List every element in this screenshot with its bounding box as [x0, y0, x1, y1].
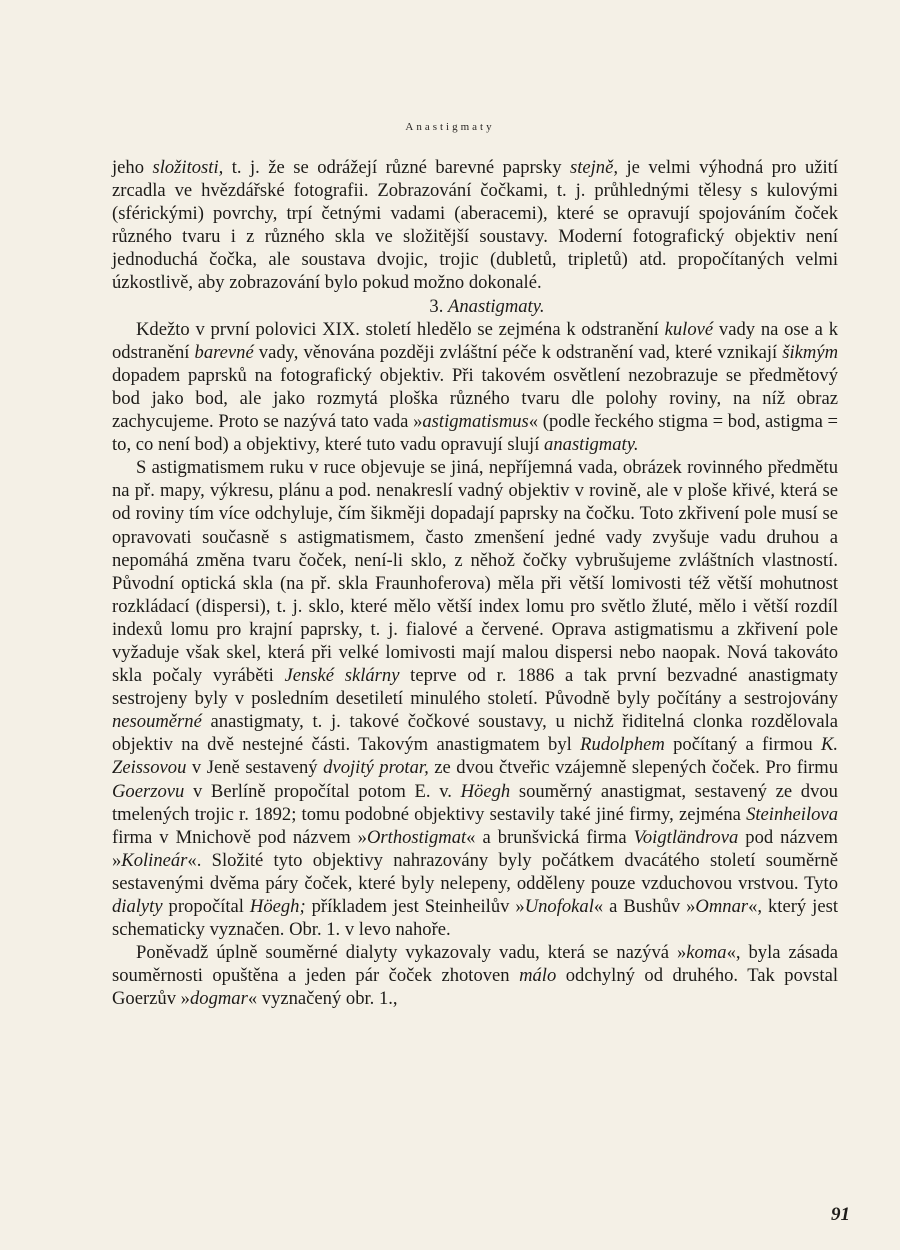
text-run: «, byla zásada souměrnosti opuštěna a jeden pár čoček zhotoven — [112, 942, 838, 987]
paragraph-1 — [112, 156, 838, 295]
italic-text-run: Höegh — [460, 780, 511, 802]
text-run: Poněvadž úplně souměrné dialyty vykazovaly vadu, která se nazývá » — [136, 942, 687, 964]
italic-text-run: Kolineár — [121, 849, 188, 871]
italic-text-run: Unofokal — [524, 896, 594, 917]
section-number: 3. — [429, 295, 444, 317]
paragraph-3 — [112, 456, 838, 941]
italic-text-run: šikmým — [782, 341, 839, 363]
text-run: vady, věnována později zvláštní péče k odstranění vad, které vznikají — [253, 341, 783, 363]
text-run: «, který jest schematicky vyznačen. Obr. 1. v levo nahoře. — [112, 896, 838, 941]
italic-text-run: málo — [519, 965, 557, 987]
italic-text-run: anastigmaty. — [544, 434, 639, 456]
text-run: pod názvem » — [112, 826, 838, 871]
italic-text-run: nesouměrné — [112, 711, 202, 733]
text-run: S astigmatismem ruku v ruce objevuje se jiná, nepříjemná vada, obrázek rovinného předmětu na př. mapy, výkresu, plánu a pod. nenakreslí vadný objektiv v rovině, ale v ploše křivé, která se od roviny tím více odchyluje, čím šikměji dopadají paprsky na čočku. Toto zkřivení pole musí se opravovati současně s astigmatismem, často zmenšení jedné vady zvyšuje vadu druhou a nepomáhá změna tvaru čoček, není-li sklo, z něhož čočky vybrušujeme zvláštních vlastností. Původní optická skla (na př. skla Fraunhoferova) měla při větší lomivosti též větší mohutnost rozkládací (dispersi), t. j. sklo, které mělo větší index lomu pro světlo žluté, mělo i větší rozdíl indexů lomu pro krajní paprsky, t. j. fialové a červené. Oprava astigmatismu a zkřivení pole vyžaduje však skel, která při velké lomivosti mají malou dispersi nebo naopak. Nová takováto skla počaly vyráběti — [112, 457, 838, 687]
running-head: Anastigmaty — [405, 121, 495, 133]
italic-text-run: Höegh; — [249, 896, 306, 917]
text-run: firma v Mnichově pod názvem » — [112, 826, 367, 848]
text-run: « a brunšvická firma — [466, 826, 634, 848]
italic-text-run: Voigtländrova — [633, 826, 739, 848]
text-run: teprve od r. 1886 a tak první bezvadné anastigmaty sestrojeny byly v posledním desetiletí minulého století. Původně byly počítány a sestrojovány — [112, 665, 838, 710]
italic-text-run: složitosti, — [152, 157, 224, 178]
text-run: anastigmaty, t. j. takové čočkové soustavy, u nichž řiditelná clonka rozdělovala objektiv na dvě nestejné části. Takovým anastigmatem byl — [112, 711, 838, 756]
text-run: t. j. že se odrážejí různé barevné paprsky — [223, 157, 570, 178]
text-run: propočítal — [162, 896, 250, 917]
text-run: ze dvou čtveřic vzájemně slepených čoček. Pro firmu — [428, 757, 839, 779]
paragraph-2 — [112, 318, 838, 457]
text-run: je velmi výhodná pro užití zrcadla ve hvězdářské fotografii. Zobrazování čočkami, t. j. průhlednými tělesy s kulovými (sférickými) povrchy, trpí četnými vadami (aberacemi), které se opravují spojováním čoček různého tvaru i z různého skla ve složitější soustavy. Moderní fotografický objektiv není jednoduchá čočka, ale soustava dvojic, trojic (dubletů, tripletů) atd. propočítaných velmi úzkostlivě, aby zobrazování bylo pokud možno dokonalé. — [112, 157, 838, 294]
text-run: dopadem paprsků na fotografický objektiv. Při takovém osvětlení nezobrazuje se předmětový bod jako bod, ale jako rozmytá ploška různého tvaru dle polohy roviny, na níž obraz zachycujeme. Proto se nazývá tato vada » — [112, 364, 838, 433]
italic-text-run: Rudolphem — [580, 734, 665, 756]
italic-text-run: K. Zeissovou — [112, 734, 838, 779]
italic-text-run: astigmatismus — [422, 411, 529, 433]
text-run: « (podle řeckého stigma = bod, astigma = to, co není bod) a objektivy, které tuto vadu opravují slují — [112, 411, 838, 456]
text-run: « vyznačený obr. 1., — [247, 988, 398, 1010]
italic-text-run: Orthostigmat — [366, 826, 467, 848]
paragraph-4 — [112, 941, 838, 1010]
text-run: příkladem jest Steinheilův » — [305, 896, 525, 917]
page-number: 91 — [831, 1204, 850, 1225]
italic-text-run: stejně, — [569, 157, 619, 178]
body-text — [112, 156, 838, 1010]
italic-text-run: Omnar — [695, 896, 749, 917]
italic-text-run: Jenské sklárny — [284, 665, 400, 687]
text-run: «. Složité tyto objektivy nahrazovány byly počátkem dvacátého století souměrně sestavenými dvěma páry čoček, které byly nelepeny, odděleny pouze vzduchovou vrstvou. Tyto — [112, 849, 838, 894]
italic-text-run: Goerzovu — [112, 780, 185, 802]
italic-text-run: kulové — [664, 318, 714, 340]
section-name: Anastigmaty. — [448, 295, 545, 317]
text-run: Kdežto v první polovici XIX. století hledělo se zejména k odstranění — [136, 318, 665, 340]
italic-text-run: dogmar — [189, 988, 248, 1010]
text-run: souměrný anastigmat, sestavený ze dvou tmelených trojic r. 1892; tomu podobné objektivy sestavily také jiné firmy, zejména — [112, 780, 838, 825]
section-heading — [112, 295, 838, 318]
text-run: odchylný od druhého. Tak povstal Goerzův » — [112, 965, 838, 1010]
text-run: v Jeně sestavený — [186, 757, 324, 779]
italic-text-run: koma — [686, 942, 727, 964]
text-run: « a Bushův » — [593, 896, 696, 917]
text-run: vady na ose a k odstranění — [112, 318, 838, 363]
text-run: jeho — [112, 157, 153, 178]
text-run: v Berlíně propočítal potom E. v. — [184, 780, 461, 802]
italic-text-run: dialyty — [112, 896, 163, 917]
italic-text-run: Steinheilova — [746, 803, 838, 825]
italic-text-run: dvojitý protar, — [323, 757, 429, 779]
text-run: počítaný a firmou — [664, 734, 821, 756]
italic-text-run: barevné — [194, 341, 254, 363]
